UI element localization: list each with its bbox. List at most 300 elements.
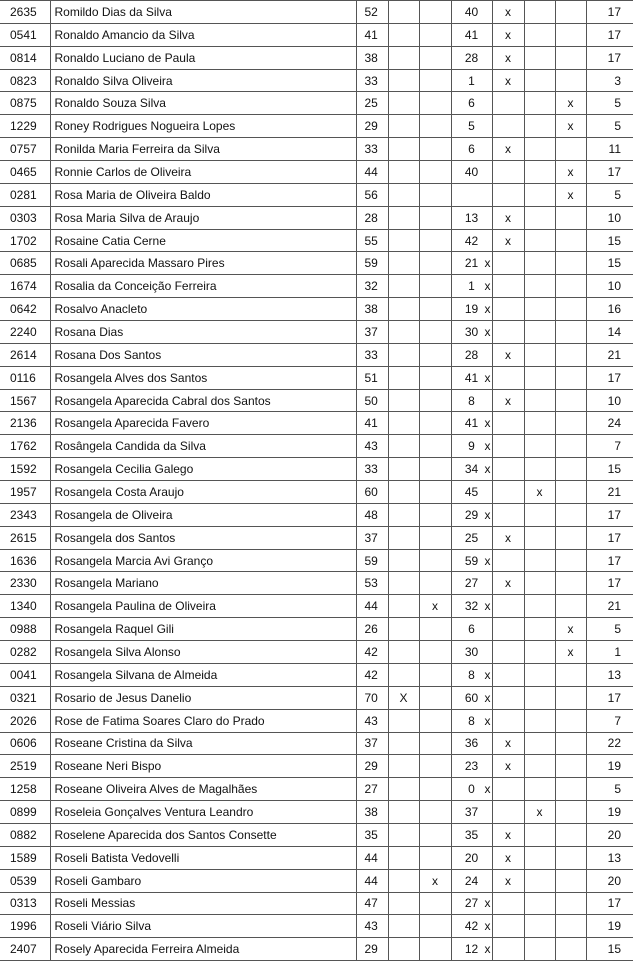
mark-5-cell <box>555 732 586 755</box>
table-row <box>0 709 633 732</box>
mark-2-cell <box>419 435 451 458</box>
name-cell: Rose de Fatima Soares Claro do Prado <box>50 709 356 732</box>
table-row <box>0 915 633 938</box>
id-cell: 0282 <box>0 641 50 664</box>
age-cell: 28 <box>356 206 388 229</box>
name-cell: Ronilda Maria Ferreira da Silva <box>50 138 356 161</box>
mark-5-cell <box>555 526 586 549</box>
table-row <box>0 823 633 846</box>
table-row <box>0 229 633 252</box>
total-cell: 11 <box>586 138 633 161</box>
mark-5-cell <box>555 481 586 504</box>
score-cell: 30 <box>451 641 492 664</box>
mark-2-cell <box>419 69 451 92</box>
mark-1-cell <box>388 915 419 938</box>
score-cell: 32 <box>451 595 492 618</box>
mark-1-cell: X <box>388 686 419 709</box>
mark-3-cell: x <box>492 778 524 801</box>
mark-3-cell: x <box>492 595 524 618</box>
name-cell: Rosangela Marcia Avi Granço <box>50 549 356 572</box>
score-cell: 40 <box>451 1 492 24</box>
name-cell: Rosangela Aparecida Favero <box>50 412 356 435</box>
name-cell: Rosangela de Oliveira <box>50 503 356 526</box>
name-cell: Ronnie Carlos de Oliveira <box>50 161 356 184</box>
name-cell: Rosalia da Conceição Ferreira <box>50 275 356 298</box>
id-cell: 2614 <box>0 343 50 366</box>
id-cell: 0685 <box>0 252 50 275</box>
id-cell: 0606 <box>0 732 50 755</box>
age-cell: 42 <box>356 663 388 686</box>
mark-5-cell <box>555 938 586 961</box>
mark-2-cell <box>419 92 451 115</box>
mark-5-cell: x <box>555 641 586 664</box>
mark-1-cell <box>388 572 419 595</box>
total-cell: 5 <box>586 183 633 206</box>
mark-4-cell <box>524 755 555 778</box>
age-cell: 59 <box>356 549 388 572</box>
total-cell: 21 <box>586 481 633 504</box>
id-cell: 0541 <box>0 23 50 46</box>
mark-5-cell <box>555 686 586 709</box>
score-cell: 27 <box>451 892 492 915</box>
name-cell: Roseli Batista Vedovelli <box>50 846 356 869</box>
id-cell: 0041 <box>0 663 50 686</box>
mark-5-cell <box>555 138 586 161</box>
name-cell: Ronaldo Silva Oliveira <box>50 69 356 92</box>
mark-4-cell <box>524 435 555 458</box>
id-cell: 0281 <box>0 183 50 206</box>
name-cell: Romildo Dias da Silva <box>50 1 356 24</box>
mark-4-cell <box>524 1 555 24</box>
table-row <box>0 618 633 641</box>
mark-2-cell: x <box>419 869 451 892</box>
mark-5-cell <box>555 755 586 778</box>
mark-2-cell <box>419 915 451 938</box>
mark-3-cell: x <box>492 1 524 24</box>
mark-5-cell: x <box>555 92 586 115</box>
mark-3-cell: x <box>492 755 524 778</box>
table-row <box>0 275 633 298</box>
name-cell: Rosangela Raquel Gili <box>50 618 356 641</box>
name-cell: Ronaldo Souza Silva <box>50 92 356 115</box>
total-cell: 17 <box>586 366 633 389</box>
table-row <box>0 115 633 138</box>
mark-4-cell <box>524 229 555 252</box>
total-cell: 1 <box>586 641 633 664</box>
age-cell: 43 <box>356 435 388 458</box>
mark-1-cell <box>388 183 419 206</box>
score-cell: 6 <box>451 92 492 115</box>
mark-4-cell <box>524 595 555 618</box>
table-row <box>0 206 633 229</box>
mark-1-cell <box>388 503 419 526</box>
age-cell: 26 <box>356 618 388 641</box>
mark-1-cell <box>388 732 419 755</box>
mark-5-cell <box>555 23 586 46</box>
mark-3-cell: x <box>492 915 524 938</box>
score-cell: 5 <box>451 115 492 138</box>
table-row <box>0 732 633 755</box>
total-cell: 22 <box>586 732 633 755</box>
mark-5-cell <box>555 549 586 572</box>
mark-1-cell <box>388 298 419 321</box>
total-cell: 3 <box>586 69 633 92</box>
id-cell: 0303 <box>0 206 50 229</box>
mark-1-cell <box>388 892 419 915</box>
mark-4-cell <box>524 183 555 206</box>
age-cell: 48 <box>356 503 388 526</box>
score-cell: 30 <box>451 321 492 344</box>
mark-3-cell: x <box>492 709 524 732</box>
id-cell: 1762 <box>0 435 50 458</box>
mark-3-cell <box>492 183 524 206</box>
score-cell: 6 <box>451 138 492 161</box>
mark-2-cell: x <box>419 595 451 618</box>
mark-5-cell <box>555 801 586 824</box>
total-cell: 24 <box>586 412 633 435</box>
score-cell: 19 <box>451 298 492 321</box>
name-cell: Rosangela Costa Araujo <box>50 481 356 504</box>
total-cell: 17 <box>586 572 633 595</box>
name-cell: Roseane Oliveira Alves de Magalhães <box>50 778 356 801</box>
mark-1-cell <box>388 823 419 846</box>
name-cell: Rosali Aparecida Massaro Pires <box>50 252 356 275</box>
age-cell: 43 <box>356 709 388 732</box>
mark-3-cell <box>492 618 524 641</box>
name-cell: Rosângela Candida da Silva <box>50 435 356 458</box>
mark-1-cell <box>388 526 419 549</box>
mark-4-cell <box>524 46 555 69</box>
mark-2-cell <box>419 321 451 344</box>
score-cell: 25 <box>451 526 492 549</box>
mark-1-cell <box>388 366 419 389</box>
age-cell: 55 <box>356 229 388 252</box>
total-cell: 17 <box>586 161 633 184</box>
table-row <box>0 69 633 92</box>
id-cell: 1258 <box>0 778 50 801</box>
mark-2-cell <box>419 732 451 755</box>
name-cell: Rosangela Paulina de Oliveira <box>50 595 356 618</box>
total-cell: 5 <box>586 92 633 115</box>
table-row <box>0 46 633 69</box>
mark-4-cell <box>524 572 555 595</box>
id-cell: 0823 <box>0 69 50 92</box>
mark-3-cell: x <box>492 412 524 435</box>
mark-2-cell <box>419 366 451 389</box>
mark-4-cell <box>524 869 555 892</box>
score-cell: 8 <box>451 709 492 732</box>
mark-5-cell <box>555 846 586 869</box>
mark-1-cell <box>388 938 419 961</box>
age-cell: 25 <box>356 92 388 115</box>
score-cell: 21 <box>451 252 492 275</box>
name-cell: Roseane Cristina da Silva <box>50 732 356 755</box>
score-cell: 1 <box>451 275 492 298</box>
mark-4-cell <box>524 389 555 412</box>
mark-2-cell <box>419 801 451 824</box>
mark-4-cell <box>524 206 555 229</box>
total-cell: 17 <box>586 526 633 549</box>
name-cell: Rosana Dias <box>50 321 356 344</box>
mark-1-cell <box>388 1 419 24</box>
age-cell: 44 <box>356 595 388 618</box>
id-cell: 2330 <box>0 572 50 595</box>
total-cell: 5 <box>586 778 633 801</box>
table-row <box>0 549 633 572</box>
age-cell: 37 <box>356 526 388 549</box>
mark-4-cell <box>524 823 555 846</box>
age-cell: 44 <box>356 161 388 184</box>
id-cell: 1996 <box>0 915 50 938</box>
score-cell: 35 <box>451 823 492 846</box>
mark-1-cell <box>388 252 419 275</box>
mark-4-cell <box>524 92 555 115</box>
total-cell: 17 <box>586 1 633 24</box>
mark-3-cell: x <box>492 321 524 344</box>
age-cell: 41 <box>356 23 388 46</box>
age-cell: 37 <box>356 321 388 344</box>
score-cell: 28 <box>451 46 492 69</box>
age-cell: 52 <box>356 1 388 24</box>
score-cell: 28 <box>451 343 492 366</box>
mark-2-cell <box>419 481 451 504</box>
age-cell: 56 <box>356 183 388 206</box>
table-row <box>0 778 633 801</box>
id-cell: 1957 <box>0 481 50 504</box>
mark-1-cell <box>388 641 419 664</box>
mark-1-cell <box>388 46 419 69</box>
total-cell: 19 <box>586 801 633 824</box>
mark-1-cell <box>388 321 419 344</box>
mark-2-cell <box>419 892 451 915</box>
mark-2-cell <box>419 389 451 412</box>
mark-2-cell <box>419 46 451 69</box>
mark-1-cell <box>388 412 419 435</box>
mark-1-cell <box>388 755 419 778</box>
age-cell: 44 <box>356 869 388 892</box>
mark-5-cell <box>555 823 586 846</box>
mark-2-cell <box>419 138 451 161</box>
mark-3-cell: x <box>492 938 524 961</box>
table-row <box>0 572 633 595</box>
mark-4-cell <box>524 732 555 755</box>
mark-4-cell <box>524 69 555 92</box>
score-cell: 27 <box>451 572 492 595</box>
id-cell: 1229 <box>0 115 50 138</box>
table-row <box>0 343 633 366</box>
mark-5-cell <box>555 229 586 252</box>
table-row <box>0 161 633 184</box>
name-cell: Rosangela Silvana de Almeida <box>50 663 356 686</box>
age-cell: 59 <box>356 252 388 275</box>
table-row <box>0 801 633 824</box>
mark-4-cell <box>524 686 555 709</box>
mark-5-cell: x <box>555 115 586 138</box>
mark-2-cell <box>419 709 451 732</box>
mark-3-cell <box>492 161 524 184</box>
mark-5-cell <box>555 321 586 344</box>
age-cell: 33 <box>356 69 388 92</box>
total-cell: 16 <box>586 298 633 321</box>
mark-2-cell <box>419 503 451 526</box>
age-cell: 35 <box>356 823 388 846</box>
age-cell: 29 <box>356 115 388 138</box>
table-row <box>0 298 633 321</box>
total-cell: 13 <box>586 846 633 869</box>
score-cell: 29 <box>451 503 492 526</box>
mark-3-cell: x <box>492 275 524 298</box>
mark-5-cell <box>555 389 586 412</box>
total-cell: 10 <box>586 389 633 412</box>
mark-5-cell <box>555 366 586 389</box>
mark-3-cell: x <box>492 526 524 549</box>
mark-1-cell <box>388 846 419 869</box>
mark-2-cell <box>419 161 451 184</box>
name-cell: Roselene Aparecida dos Santos Consette <box>50 823 356 846</box>
mark-3-cell: x <box>492 206 524 229</box>
age-cell: 70 <box>356 686 388 709</box>
age-cell: 32 <box>356 275 388 298</box>
name-cell: Roseli Gambaro <box>50 869 356 892</box>
mark-4-cell <box>524 846 555 869</box>
mark-5-cell <box>555 458 586 481</box>
mark-5-cell <box>555 1 586 24</box>
age-cell: 53 <box>356 572 388 595</box>
mark-3-cell: x <box>492 252 524 275</box>
name-cell: Rosana Dos Santos <box>50 343 356 366</box>
table-row <box>0 23 633 46</box>
mark-4-cell <box>524 938 555 961</box>
table-row <box>0 846 633 869</box>
total-cell: 5 <box>586 115 633 138</box>
total-cell: 5 <box>586 618 633 641</box>
table-row <box>0 641 633 664</box>
mark-3-cell: x <box>492 229 524 252</box>
mark-2-cell <box>419 23 451 46</box>
score-cell: 45 <box>451 481 492 504</box>
mark-5-cell <box>555 298 586 321</box>
mark-2-cell <box>419 298 451 321</box>
table-row <box>0 481 633 504</box>
mark-5-cell <box>555 572 586 595</box>
id-cell: 0465 <box>0 161 50 184</box>
total-cell: 7 <box>586 435 633 458</box>
mark-3-cell: x <box>492 823 524 846</box>
score-cell: 37 <box>451 801 492 824</box>
total-cell: 14 <box>586 321 633 344</box>
total-cell: 13 <box>586 663 633 686</box>
mark-2-cell <box>419 526 451 549</box>
id-cell: 0814 <box>0 46 50 69</box>
mark-4-cell: x <box>524 481 555 504</box>
mark-3-cell: x <box>492 549 524 572</box>
table-row <box>0 892 633 915</box>
mark-3-cell: x <box>492 298 524 321</box>
name-cell: Roney Rodrigues Nogueira Lopes <box>50 115 356 138</box>
mark-4-cell <box>524 275 555 298</box>
total-cell: 10 <box>586 206 633 229</box>
mark-5-cell <box>555 778 586 801</box>
mark-1-cell <box>388 549 419 572</box>
mark-5-cell: x <box>555 183 586 206</box>
mark-4-cell <box>524 115 555 138</box>
mark-1-cell <box>388 801 419 824</box>
mark-1-cell <box>388 343 419 366</box>
mark-5-cell <box>555 252 586 275</box>
age-cell: 42 <box>356 641 388 664</box>
mark-2-cell <box>419 1 451 24</box>
score-cell: 34 <box>451 458 492 481</box>
mark-5-cell <box>555 46 586 69</box>
age-cell: 37 <box>356 732 388 755</box>
id-cell: 2635 <box>0 1 50 24</box>
id-cell: 0313 <box>0 892 50 915</box>
mark-2-cell <box>419 458 451 481</box>
mark-4-cell <box>524 526 555 549</box>
mark-1-cell <box>388 778 419 801</box>
mark-4-cell <box>524 23 555 46</box>
mark-5-cell <box>555 503 586 526</box>
id-cell: 1674 <box>0 275 50 298</box>
mark-1-cell <box>388 709 419 732</box>
mark-5-cell <box>555 869 586 892</box>
mark-2-cell <box>419 755 451 778</box>
name-cell: Rosely Aparecida Ferreira Almeida <box>50 938 356 961</box>
id-cell: 2240 <box>0 321 50 344</box>
id-cell: 0539 <box>0 869 50 892</box>
total-cell: 21 <box>586 595 633 618</box>
table-row <box>0 663 633 686</box>
id-cell: 1340 <box>0 595 50 618</box>
score-cell: 36 <box>451 732 492 755</box>
mark-2-cell <box>419 618 451 641</box>
name-cell: Ronaldo Amancio da Silva <box>50 23 356 46</box>
mark-2-cell <box>419 938 451 961</box>
mark-4-cell <box>524 549 555 572</box>
mark-2-cell <box>419 206 451 229</box>
mark-1-cell <box>388 92 419 115</box>
mark-5-cell: x <box>555 161 586 184</box>
mark-5-cell <box>555 709 586 732</box>
age-cell: 51 <box>356 366 388 389</box>
mark-1-cell <box>388 389 419 412</box>
name-cell: Rosario de Jesus Danelio <box>50 686 356 709</box>
mark-3-cell <box>492 801 524 824</box>
table-row <box>0 412 633 435</box>
mark-3-cell <box>492 92 524 115</box>
mark-3-cell <box>492 115 524 138</box>
mark-1-cell <box>388 618 419 641</box>
mark-4-cell <box>524 709 555 732</box>
table-row <box>0 526 633 549</box>
mark-3-cell: x <box>492 343 524 366</box>
table-row <box>0 92 633 115</box>
score-cell: 24 <box>451 869 492 892</box>
mark-2-cell <box>419 778 451 801</box>
age-cell: 50 <box>356 389 388 412</box>
name-cell: Rosangela dos Santos <box>50 526 356 549</box>
mark-5-cell <box>555 343 586 366</box>
id-cell: 0321 <box>0 686 50 709</box>
id-cell: 2136 <box>0 412 50 435</box>
total-cell: 19 <box>586 755 633 778</box>
table-row <box>0 755 633 778</box>
age-cell: 41 <box>356 412 388 435</box>
mark-3-cell: x <box>492 458 524 481</box>
name-cell: Roseleia Gonçalves Ventura Leandro <box>50 801 356 824</box>
table-row <box>0 138 633 161</box>
mark-3-cell: x <box>492 892 524 915</box>
